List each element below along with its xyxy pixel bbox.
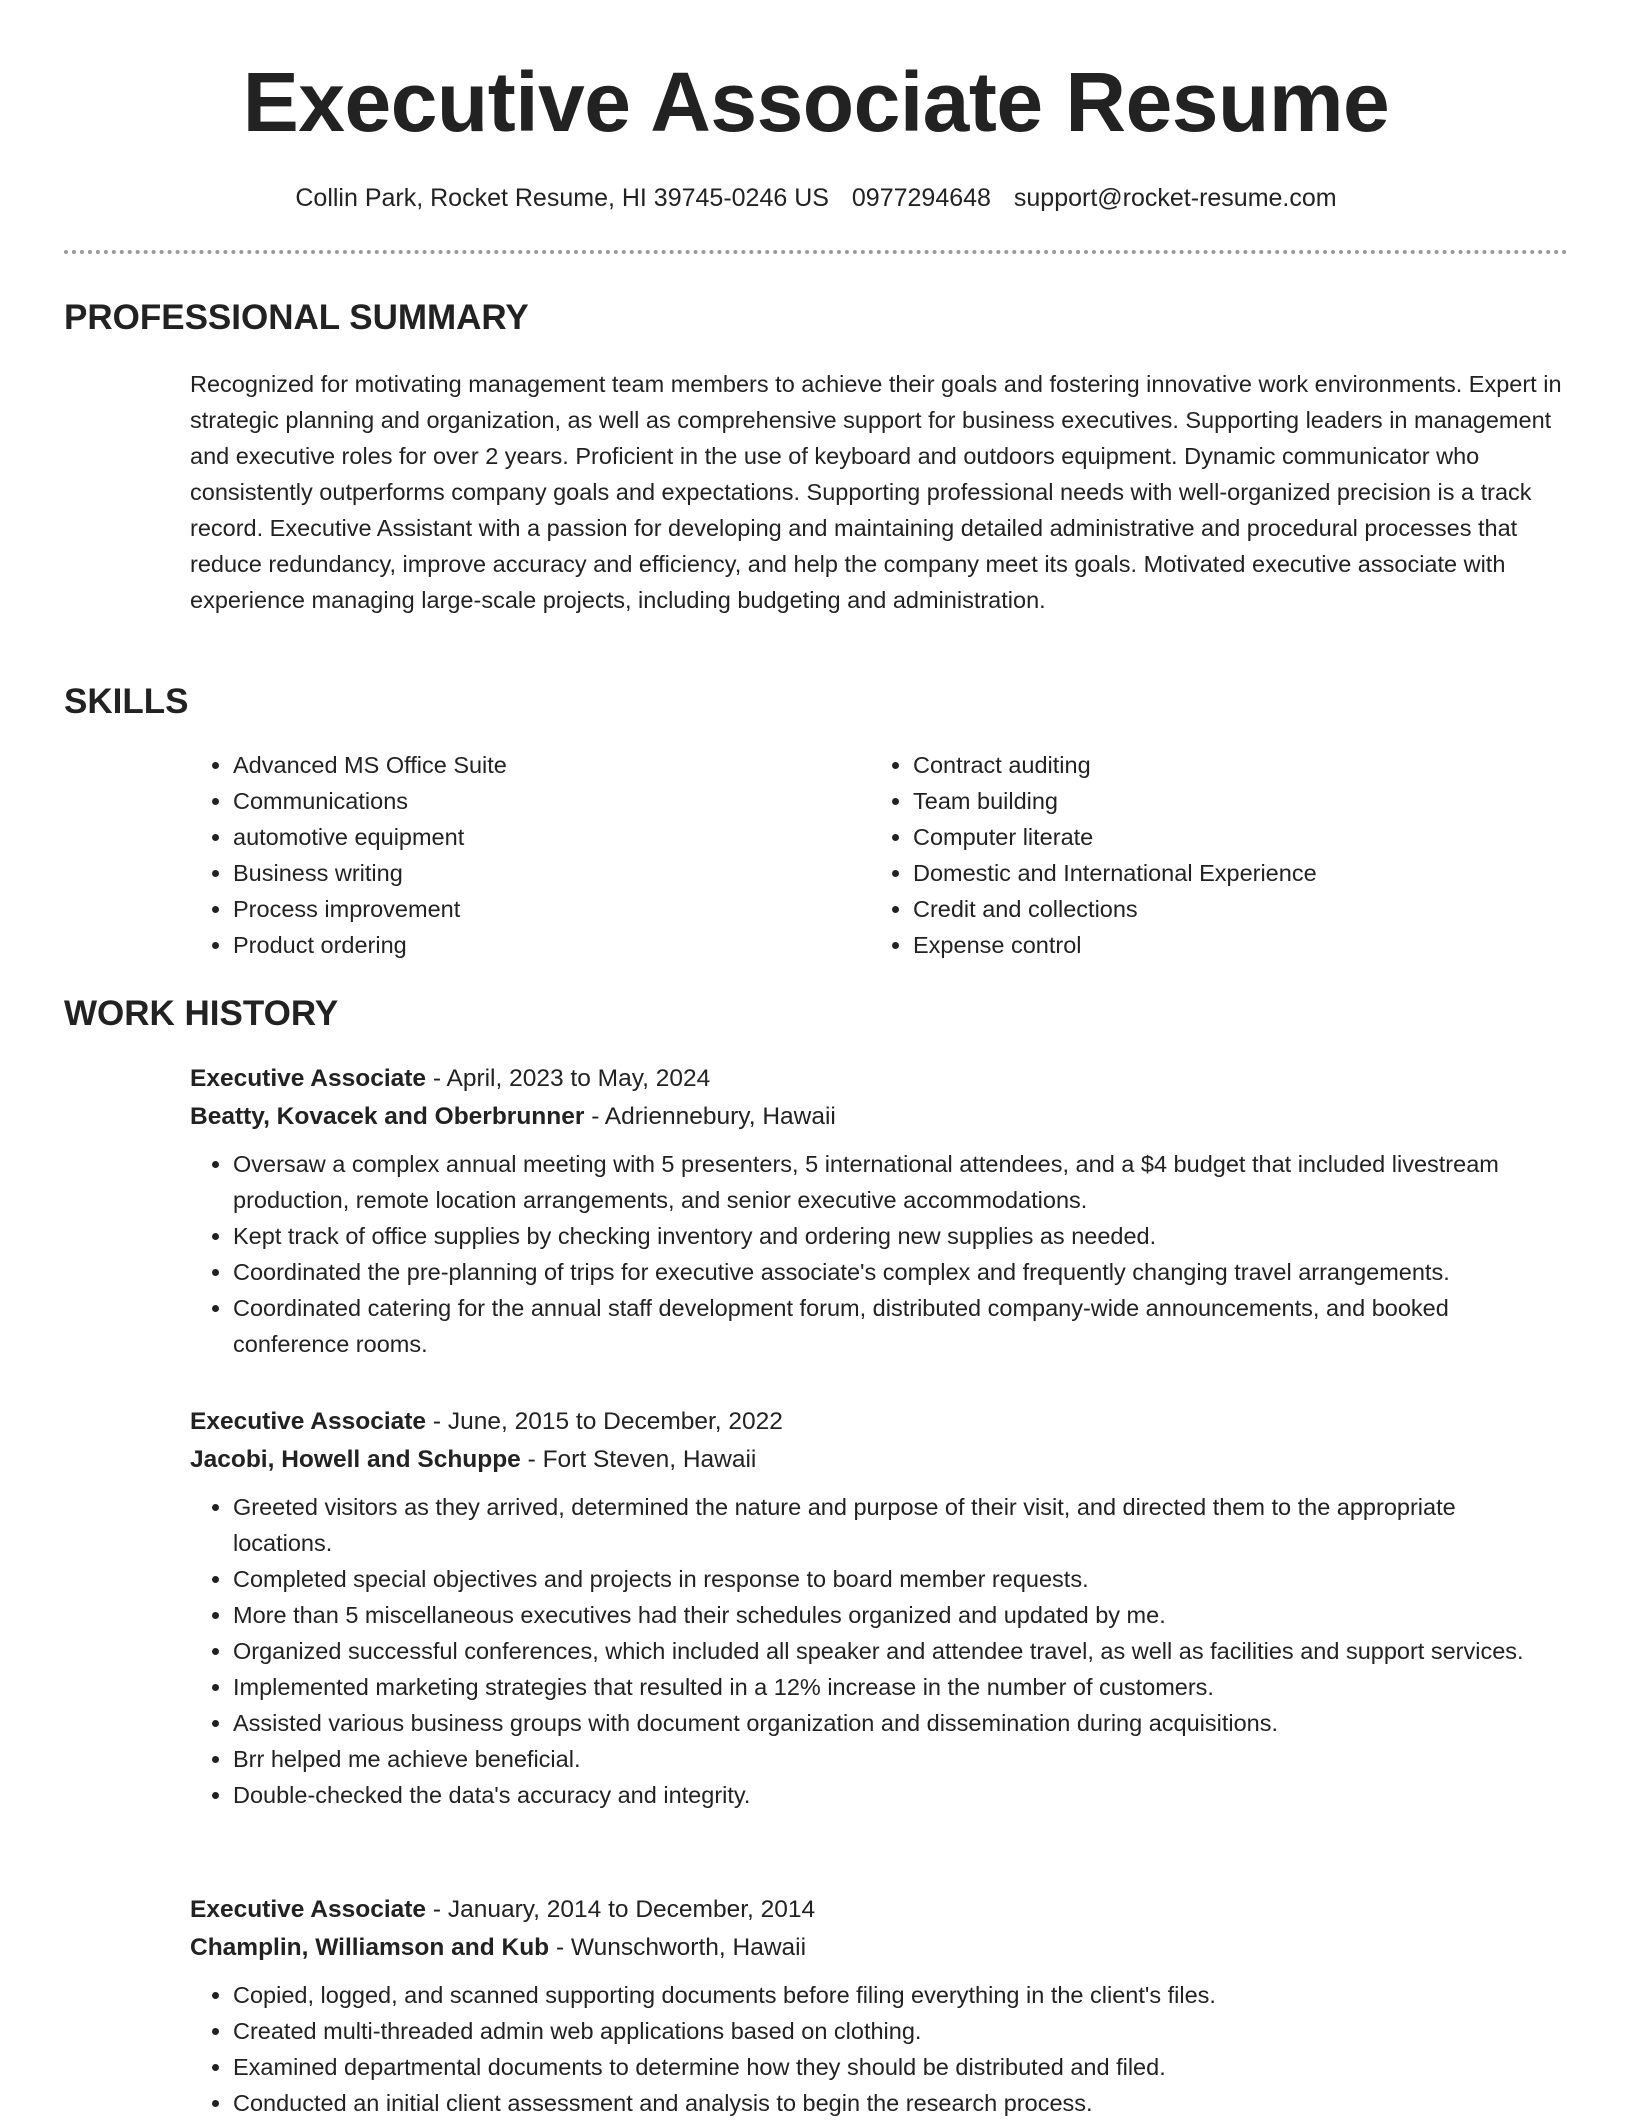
job-bullet: • Brr helped me achieve beneficial. [233, 1741, 1570, 1777]
job-location: - Wunschworth, Hawaii [549, 1934, 807, 1961]
job-company-line [190, 1929, 1570, 1967]
skill-item: • Credit and collections [913, 891, 1550, 927]
job-bullet: • Completed special objectives and projects in response to board member requests. [233, 1561, 1570, 1597]
job-title-line [190, 1403, 1570, 1441]
contact-email: support@rocket-resume.com [1013, 184, 1337, 212]
job-bullet: • Assisted various business groups with document organization and dissemination during acquisitions. [233, 1705, 1570, 1741]
skill-item: • automotive equipment [233, 819, 870, 855]
skill-item: • Product ordering [233, 927, 870, 963]
job-bullet: • Oversaw a complex annual meeting with 5 presenters, 5 international attendees, and a $4 budget that included livestream production, remote location arrangements, and senior executive accommodations. [233, 1146, 1570, 1218]
job-title-line [190, 1060, 1570, 1098]
job-bullets [190, 1146, 1570, 1362]
skill-item: • Communications [233, 783, 870, 819]
job-title: Executive Associate [190, 1065, 427, 1092]
job-title-line [190, 1891, 1570, 1929]
job-location: - Adriennebury, Hawaii [584, 1103, 836, 1130]
skill-item: • Advanced MS Office Suite [233, 747, 870, 783]
job-entry [190, 1060, 1570, 1362]
header-divider [64, 250, 1568, 254]
skill-item: • Domestic and International Experience [913, 855, 1550, 891]
contact-line [0, 181, 1632, 215]
resume-title: Executive Associate Resume [242, 55, 1390, 149]
contact-phone: 0977294648 [851, 184, 991, 212]
job-title: Executive Associate [190, 1896, 427, 1923]
summary-heading: PROFESSIONAL SUMMARY [64, 298, 529, 337]
contact-address: Collin Park, Rocket Resume, HI 39745-0246 US [295, 184, 829, 212]
skill-item: • Expense control [913, 927, 1550, 963]
job-bullet: • Created multi-threaded admin web applications based on clothing. [233, 2013, 1570, 2049]
job-company: Champlin, Williamson and Kub [190, 1934, 550, 1961]
skill-item: • Business writing [233, 855, 870, 891]
skill-item: • Contract auditing [913, 747, 1550, 783]
job-bullets [190, 1489, 1570, 1813]
job-location: - Fort Steven, Hawaii [520, 1446, 757, 1473]
work-heading: WORK HISTORY [64, 994, 339, 1033]
job-bullets [190, 1977, 1570, 2121]
job-title: Executive Associate [190, 1408, 427, 1435]
job-bullet: • Organized successful conferences, which included all speaker and attendee travel, as well as facilities and support services. [233, 1633, 1570, 1669]
job-dates: - January, 2014 to December, 2014 [426, 1896, 816, 1923]
job-company-line [190, 1098, 1570, 1136]
job-bullet: • Double-checked the data's accuracy and integrity. [233, 1777, 1570, 1813]
job-entry [190, 1891, 1570, 2121]
job-bullet: • More than 5 miscellaneous executives had their schedules organized and updated by me. [233, 1597, 1570, 1633]
skills-column-right [870, 747, 1550, 963]
summary-text: Recognized for motivating management team members to achieve their goals and fostering innovative work environments. Expert in strategic planning and organization, as well as comprehensive support for business executives. Supporting leaders in management and executive roles for over 2 years. Proficient in the use of keyboard and outdoors equipment. Dynamic communicator who consistently outperforms company goals and expectations. Supporting professional needs with well-organized precision is a track record. Executive Assistant with a passion for developing and maintaining detailed administrative and procedural processes that reduce redundancy, improve accuracy and efficiency, and help the company meet its goals. Motivated executive associate with experience managing large-scale projects, including budgeting and administration. [190, 371, 1562, 613]
job-bullet: • Coordinated the pre-planning of trips for executive associate's complex and frequently changing travel arrangements. [233, 1254, 1570, 1290]
job-dates: - April, 2023 to May, 2024 [426, 1065, 711, 1092]
job-bullet: • Conducted an initial client assessment and analysis to begin the research process. [233, 2085, 1570, 2121]
job-bullet: • Greeted visitors as they arrived, determined the nature and purpose of their visit, and directed them to the appropriate locations. [233, 1489, 1570, 1561]
job-bullet: • Examined departmental documents to determine how they should be distributed and filed. [233, 2049, 1570, 2085]
skills-heading: SKILLS [64, 682, 189, 721]
skill-item: • Process improvement [233, 891, 870, 927]
job-dates: - June, 2015 to December, 2022 [426, 1408, 783, 1435]
skills-column-left [190, 747, 870, 963]
job-company: Jacobi, Howell and Schuppe [190, 1446, 521, 1473]
skill-item: • Computer literate [913, 819, 1550, 855]
job-bullet: • Coordinated catering for the annual staff development forum, distributed company-wide announcements, and booked conference rooms. [233, 1290, 1570, 1362]
job-entry [190, 1403, 1570, 1813]
job-bullet: • Implemented marketing strategies that resulted in a 12% increase in the number of customers. [233, 1669, 1570, 1705]
skill-item: • Team building [913, 783, 1550, 819]
job-bullet: • Copied, logged, and scanned supporting documents before filing everything in the client's files. [233, 1977, 1570, 2013]
skills-list [190, 747, 1570, 963]
job-company-line [190, 1441, 1570, 1479]
job-company: Beatty, Kovacek and Oberbrunner [190, 1103, 585, 1130]
job-bullet: • Kept track of office supplies by checking inventory and ordering new supplies as needed. [233, 1218, 1570, 1254]
